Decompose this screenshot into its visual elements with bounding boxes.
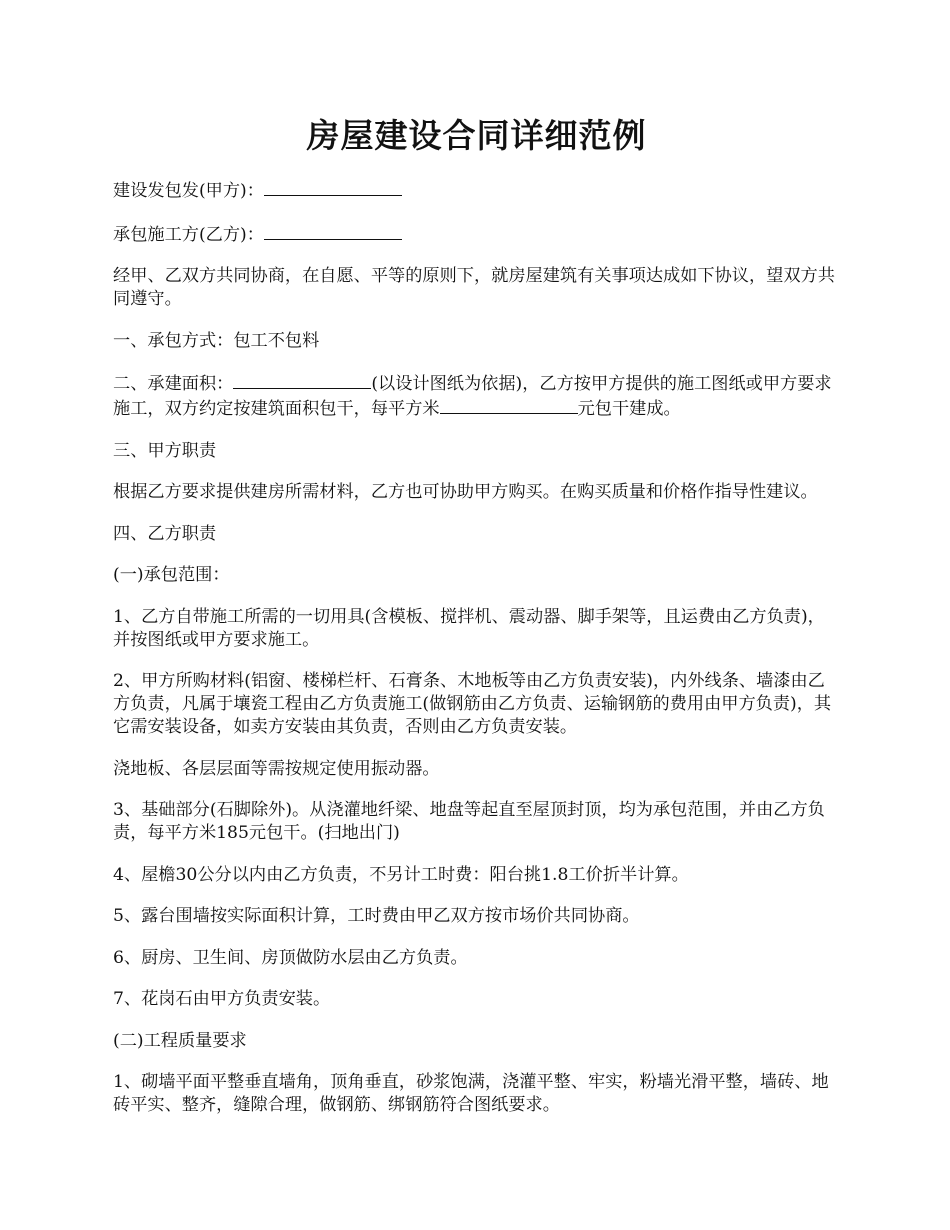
scope-heading: (一)承包范围： <box>113 565 230 585</box>
scope-item-7: 7、花岗石由甲方负责安装。 <box>113 989 331 1009</box>
preamble-paragraph: 经甲、乙双方共同协商，在自愿、平等的原则下，就房屋建筑有关事项达成如下协议，望双方共同遵守。 <box>113 266 835 309</box>
area-label: 二、承建面积： <box>113 374 234 394</box>
scope-item-2-note: 浇地板、各层层面等需按规定使用振动器。 <box>113 758 440 779</box>
party-b-blank[interactable] <box>264 222 402 240</box>
area-description: (以设计图纸为依据)，乙方按甲方提供的施工图纸或甲方要求施工，双方约定按建筑面积包干，每平方米 <box>113 374 832 419</box>
clause-3-body: 根据乙方要求提供建房所需材料，乙方也可协助甲方购买。在购买质量和价格作指导性建议。 <box>113 482 818 502</box>
clause-2-building-area <box>113 371 840 421</box>
clause-4-heading: 四、乙方职责 <box>113 523 217 544</box>
area-blank[interactable] <box>233 371 371 389</box>
document-title: 房屋建设合同详细范例 <box>306 116 647 155</box>
quality-item-1: 1、砌墙平面平整垂直墙角，顶角垂直，砂浆饱满，浇灌平整、牢实，粉墙光滑平整，墙砖、地砖平实、整齐，缝隙合理，做钢筋、绑钢筋符合图纸要求。 <box>113 1072 829 1115</box>
clause-1-contract-method: 一、承包方式：包工不包料 <box>113 330 320 351</box>
scope-item-3: 3、基础部分(石脚除外)。从浇灌地纤梁、地盘等起直至屋顶封顶，均为承包范围，并由乙方负责，每平方米185元包干。(扫地出门) <box>113 800 825 843</box>
scope-item-1: 1、乙方自带施工所需的一切用具(含模板、搅拌机、震动器、脚手架等，且运费由乙方负责)，并按图纸或甲方要求施工。 <box>113 606 825 650</box>
price-suffix: 元包干建成。 <box>577 399 681 419</box>
scope-item-6: 6、厨房、卫生间、房顶做防水层由乙方负责。 <box>113 947 468 968</box>
party-a-blank[interactable] <box>264 178 402 196</box>
party-b-line <box>113 222 840 247</box>
scope-item-5: 5、露台围墙按实际面积计算，工时费由甲乙双方按市场价共同协商。 <box>113 906 640 926</box>
party-a-label: 建设发包发(甲方)： <box>113 181 264 201</box>
scope-item-2: 2、甲方所购材料(铝窗、楼梯栏杆、石膏条、木地板等由乙方负责安装)，内外线条、墙漆由乙方负责，凡属于壤瓷工程由乙方负责施工(做钢筋由乙方负责、运输钢筋的费用由甲方负责)，其它需安装设备，如卖方安装由其负责，否则由乙方负责安装。 <box>113 671 832 737</box>
scope-item-4: 4、屋檐30公分以内由乙方负责，不另计工时费：阳台挑1.8工价折半计算。 <box>113 864 689 885</box>
clause-3-heading: 三、甲方职责 <box>113 440 217 461</box>
party-b-label: 承包施工方(乙方)： <box>113 224 264 245</box>
document-page <box>113 108 840 1136</box>
price-blank[interactable] <box>440 396 578 414</box>
party-a-line <box>113 178 840 203</box>
quality-heading: (二)工程质量要求 <box>113 1030 247 1051</box>
